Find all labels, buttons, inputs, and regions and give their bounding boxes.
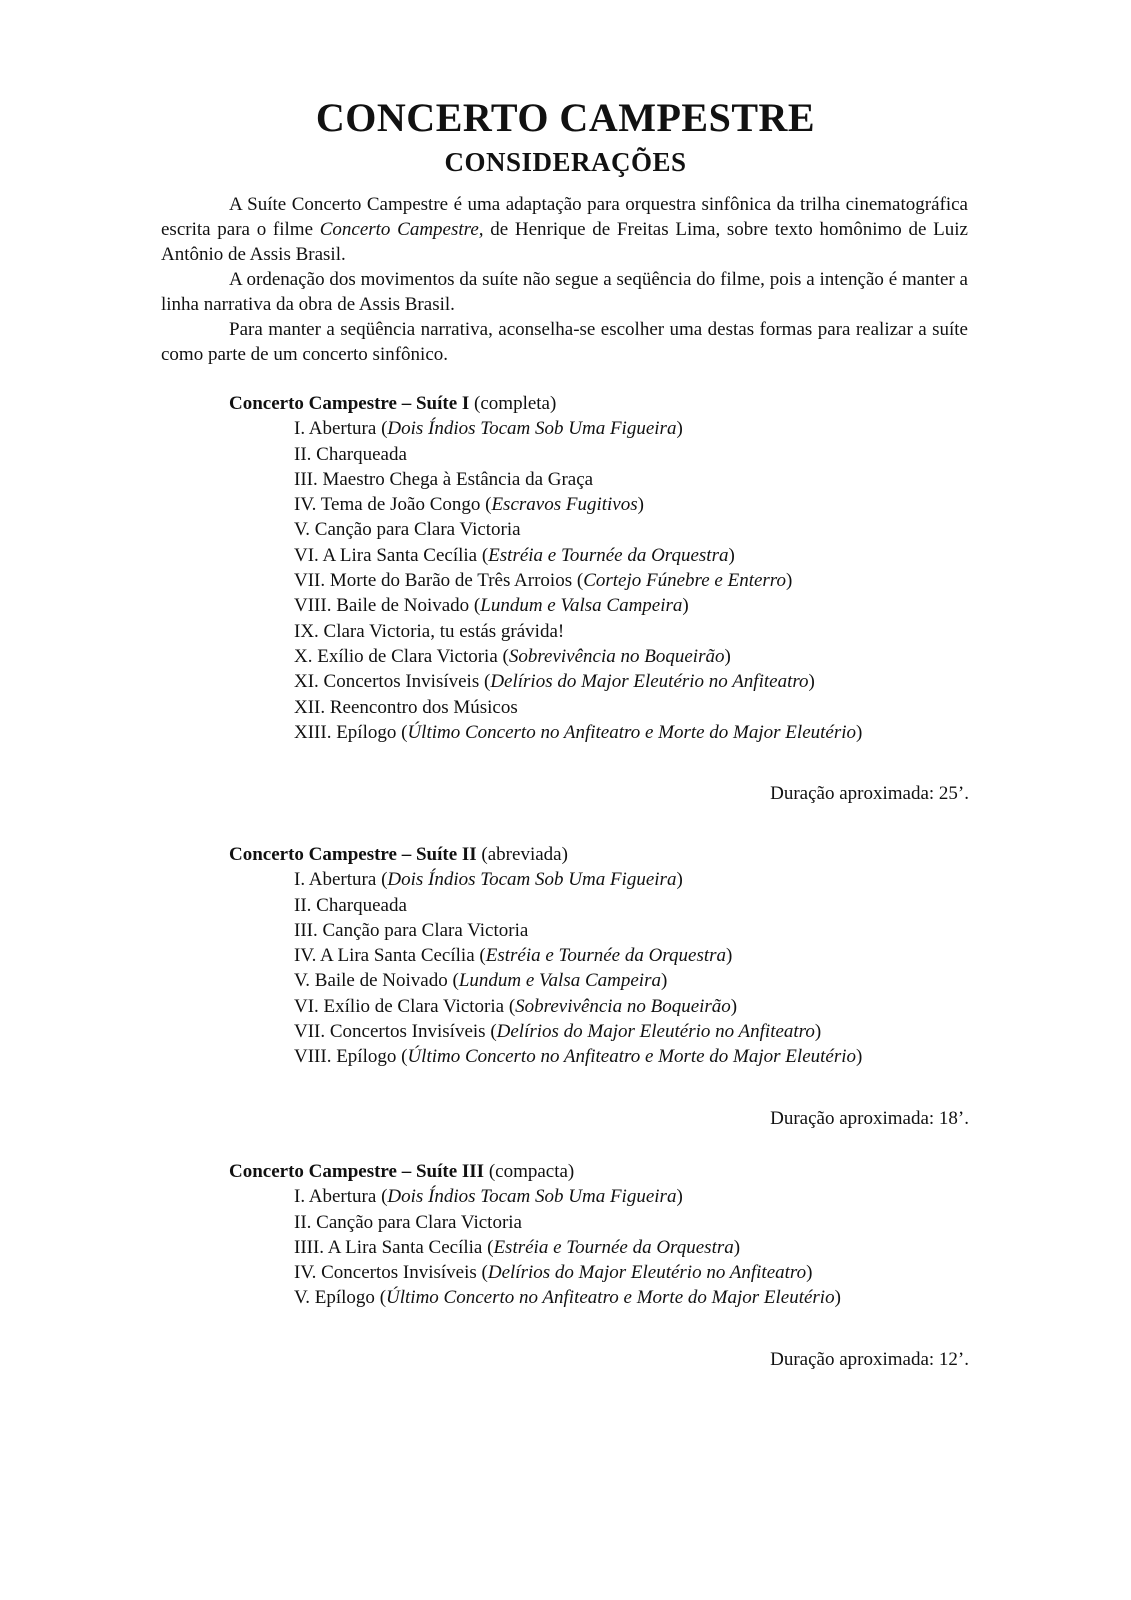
movement-subtitle: Estréia e Tournée da Orquestra [493, 1236, 734, 1258]
movement-title: II. Charqueada [294, 443, 407, 465]
suite-duration: Duração aproximada: 12’. [770, 1348, 969, 1370]
paren-open: ( [481, 544, 489, 566]
paren-open: ( [381, 869, 388, 891]
movement-item [294, 1019, 969, 1044]
movement-subtitle: Estréia e Tournée da Orquestra [485, 945, 727, 967]
paren-open: ( [379, 1287, 387, 1309]
paren-open: ( [452, 970, 459, 992]
movement-title: II. Canção para Clara Victoria [294, 1211, 522, 1233]
intro-paragraph-3: Para manter a seqüência narrativa, aconselha-se escolher uma destas formas para realizar a suíte como parte de um concerto sinfônico. [161, 319, 968, 365]
paren-close: ) [806, 1262, 813, 1284]
suite-section [229, 391, 969, 806]
page-subtitle: CONSIDERAÇÕES [444, 147, 687, 177]
movement-subtitle: Cortejo Fúnebre e Enterro [583, 570, 786, 592]
paren-close: ) [808, 671, 815, 693]
paren-open: ( [508, 995, 516, 1017]
film-title: Concerto Campestre, [319, 219, 484, 240]
paren-close: ) [660, 970, 668, 992]
paren-close: ) [856, 721, 863, 743]
paren-close: ) [856, 1046, 863, 1068]
movement-title: VII. Concertos Invisíveis [294, 1021, 491, 1043]
movement-list [229, 416, 969, 745]
movement-subtitle: Escravos Fugitivos [491, 494, 638, 516]
paren-close: ) [682, 595, 689, 617]
movement-title: VI. Exílio de Clara Victoria [294, 995, 509, 1017]
suite-duration: Duração aproximada: 18’. [770, 1107, 969, 1129]
paren-open: ( [479, 945, 486, 967]
intro-paragraph-1 [161, 192, 968, 267]
movement-title: V. Baile de Noivado [294, 970, 453, 992]
movement-list [229, 867, 969, 1069]
movement-item [294, 593, 969, 618]
movement-subtitle: Delírios do Major Eleutério no Anfiteatro [490, 671, 809, 693]
movement-item [294, 943, 969, 968]
movement-subtitle: Dois Índios Tocam Sob Uma Figueira [387, 418, 677, 440]
movement-title: XIII. Epílogo [294, 721, 402, 743]
movement-title: V. Canção para Clara Victoria [294, 519, 521, 541]
movement-subtitle: Lundum e Valsa Campeira [480, 595, 683, 617]
movement-title: IX. Clara Victoria, tu estás grávida! [294, 620, 565, 642]
movement-title: V. Epílogo [294, 1287, 380, 1309]
paren-close: ) [730, 995, 738, 1017]
paren-open: ( [481, 1262, 488, 1284]
movement-item [294, 543, 969, 568]
intro-paragraph-2: A ordenação dos movimentos da suíte não segue a seqüência do filme, pois a intenção é manter a linha narrativa da obra de Assis Brasil. [161, 269, 968, 315]
intro-text [161, 192, 968, 367]
paren-close: ) [676, 869, 683, 891]
paren-close: ) [637, 494, 644, 516]
page-title: CONCERTO CAMPESTRE [315, 95, 816, 140]
movement-title: I. Abertura [294, 418, 382, 440]
movement-title: XI. Concertos Invisíveis [294, 671, 484, 693]
paren-close: ) [786, 570, 793, 592]
movement-item [294, 968, 969, 993]
movement-item [294, 918, 969, 943]
suite-duration: Duração aproximada: 25’. [770, 783, 969, 805]
movement-item [294, 720, 969, 745]
movement-item [294, 867, 969, 892]
movement-title: III. Canção para Clara Victoria [294, 919, 529, 941]
movement-subtitle: Estréia e Tournée da Orquestra [488, 544, 729, 566]
suite-section [229, 1159, 969, 1372]
paren-open: ( [485, 494, 492, 516]
suite-title: Concerto Campestre – Suíte III [229, 1161, 485, 1182]
movement-title: IV. Tema de João Congo [294, 494, 486, 516]
suite-qualifier: (completa) [469, 393, 557, 414]
movement-item [294, 1210, 969, 1235]
movement-list [229, 1184, 969, 1310]
movement-item [294, 1184, 969, 1209]
paren-close: ) [728, 544, 735, 566]
movement-item [294, 416, 969, 441]
movement-item [294, 1260, 969, 1285]
movement-title: IIII. A Lira Santa Cecília [294, 1236, 488, 1258]
suite-heading [229, 391, 969, 416]
movement-subtitle: Último Concerto no Anfiteatro e Morte do Major Eleutério [407, 1046, 857, 1068]
movement-item [294, 467, 969, 492]
movement-title: IV. Concertos Invisíveis [294, 1262, 482, 1284]
suite-qualifier: (compacta) [484, 1161, 575, 1182]
suite-heading [229, 842, 969, 867]
movement-item [294, 695, 969, 720]
movement-item [294, 1235, 969, 1260]
paren-open: ( [576, 570, 584, 592]
paren-close: ) [733, 1236, 741, 1258]
movement-title: III. Maestro Chega à Estância da Graça [294, 468, 594, 490]
paren-open: ( [473, 595, 481, 617]
paren-open: ( [381, 418, 388, 440]
movement-subtitle: Último Concerto no Anfiteatro e Morte do Major Eleutério [407, 721, 857, 743]
suite-title: Concerto Campestre – Suíte I [229, 393, 470, 414]
paren-close: ) [814, 1021, 822, 1043]
movement-item [294, 1285, 969, 1310]
movement-item [294, 1044, 969, 1069]
movement-title: XII. Reencontro dos Músicos [294, 696, 518, 718]
movement-item [294, 644, 969, 669]
movement-title: I. Abertura [294, 1186, 382, 1208]
movement-item [294, 492, 969, 517]
paren-open: ( [401, 721, 408, 743]
suite-heading [229, 1159, 969, 1184]
suite-section [229, 842, 969, 1131]
paren-close: ) [676, 1186, 683, 1208]
movement-subtitle: Último Concerto no Anfiteatro e Morte do Major Eleutério [386, 1287, 835, 1309]
paren-close: ) [724, 645, 731, 667]
suite-qualifier: (abreviada) [476, 844, 568, 865]
movement-item [294, 669, 969, 694]
movement-item [294, 994, 969, 1019]
movement-subtitle: Dois Índios Tocam Sob Uma Figueira [387, 869, 677, 891]
paren-close: ) [834, 1287, 841, 1309]
movement-item [294, 568, 969, 593]
movement-title: II. Charqueada [294, 894, 407, 916]
intro-p1-text-b: de Henrique de Freitas Lima, sobre texto homônimo de Luiz Antônio de Assis Brasil. [161, 219, 968, 265]
movement-subtitle: Sobrevivência no Boqueirão [515, 995, 731, 1017]
intro-p1-text-a: A Suíte Concerto Campestre é uma adaptação para orquestra sinfônica da trilha cinematográfica escrita para o filme [161, 194, 968, 240]
movement-title: IV. A Lira Santa Cecília [294, 945, 480, 967]
paren-open: ( [490, 1021, 497, 1043]
movement-subtitle: Sobrevivência no Boqueirão [508, 645, 725, 667]
paren-open: ( [381, 1186, 388, 1208]
paren-open: ( [502, 645, 509, 667]
movement-title: I. Abertura [294, 869, 382, 891]
movement-title: X. Exílio de Clara Victoria [294, 645, 503, 667]
movement-title: VIII. Epílogo [294, 1046, 402, 1068]
paren-close: ) [726, 945, 733, 967]
movement-subtitle: Dois Índios Tocam Sob Uma Figueira [387, 1186, 677, 1208]
movement-item [294, 442, 969, 467]
paren-open: ( [483, 671, 491, 693]
movement-title: VI. A Lira Santa Cecília [294, 544, 482, 566]
movement-subtitle: Delírios do Major Eleutério no Anfiteatro [487, 1262, 807, 1284]
movement-subtitle: Delírios do Major Eleutério no Anfiteatro [496, 1021, 815, 1043]
movement-subtitle: Lundum e Valsa Campeira [458, 970, 661, 992]
paren-close: ) [676, 418, 683, 440]
movement-item [294, 893, 969, 918]
movement-item [294, 619, 969, 644]
movement-title: VIII. Baile de Noivado [294, 595, 474, 617]
paren-open: ( [487, 1236, 494, 1258]
suite-title: Concerto Campestre – Suíte II [229, 844, 477, 865]
movement-title: VII. Morte do Barão de Três Arroios [294, 570, 577, 592]
paren-open: ( [401, 1046, 408, 1068]
movement-item [294, 517, 969, 542]
